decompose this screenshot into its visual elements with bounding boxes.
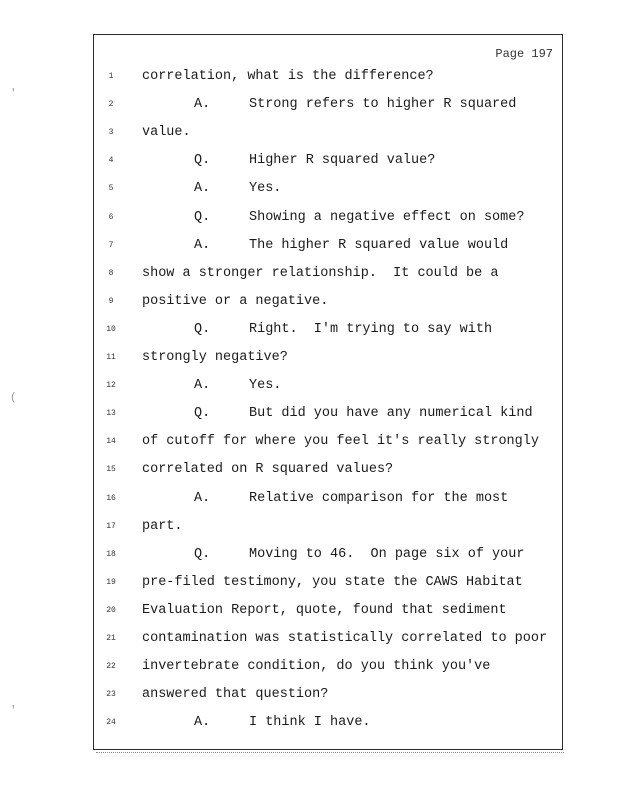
speaker-label: Q. bbox=[194, 321, 211, 337]
transcript-line bbox=[94, 123, 564, 143]
line-number: 10 bbox=[106, 324, 116, 334]
line-text: part. bbox=[142, 518, 183, 534]
transcript-line bbox=[94, 489, 564, 509]
line-number: 18 bbox=[106, 549, 116, 559]
line-number: 20 bbox=[106, 605, 116, 615]
line-text: Relative comparison for the most bbox=[249, 490, 509, 506]
bottom-rule bbox=[96, 752, 564, 754]
transcript-line bbox=[94, 545, 564, 565]
line-number: 9 bbox=[108, 296, 114, 306]
line-number: 19 bbox=[106, 577, 116, 587]
margin-mark: ' bbox=[10, 705, 17, 717]
margin-mark: ( bbox=[10, 392, 17, 404]
line-text: Yes. bbox=[249, 181, 282, 197]
transcript-line bbox=[94, 657, 564, 677]
line-number: 13 bbox=[106, 409, 116, 419]
speaker-label: A. bbox=[194, 378, 211, 394]
transcript-line bbox=[94, 292, 564, 312]
line-number: 4 bbox=[108, 156, 114, 166]
line-number: 16 bbox=[106, 493, 116, 503]
speaker-label: A. bbox=[194, 181, 211, 197]
line-number: 11 bbox=[106, 353, 116, 362]
transcript-line bbox=[94, 67, 564, 87]
speaker-label: Q. bbox=[194, 406, 211, 422]
line-number: 24 bbox=[106, 718, 116, 728]
line-number: 3 bbox=[108, 128, 114, 138]
line-number: 5 bbox=[108, 184, 114, 194]
line-number: 12 bbox=[106, 381, 116, 391]
line-number: 14 bbox=[106, 437, 116, 447]
transcript-line bbox=[94, 151, 564, 171]
line-number: 23 bbox=[106, 690, 116, 700]
transcript-line bbox=[94, 404, 564, 424]
line-text: value. bbox=[142, 125, 191, 141]
line-text: Yes. bbox=[249, 378, 282, 394]
transcript-line bbox=[94, 601, 564, 621]
transcript-line bbox=[94, 629, 564, 649]
transcript-line bbox=[94, 685, 564, 705]
transcript-line bbox=[94, 320, 564, 340]
line-text: correlated on R squared values? bbox=[142, 462, 394, 478]
line-number: 6 bbox=[108, 212, 114, 222]
transcript-line bbox=[94, 713, 564, 733]
line-text: The higher R squared value would bbox=[249, 237, 509, 253]
line-text: Evaluation Report, quote, found that sediment bbox=[142, 602, 507, 618]
line-text: contamination was statistically correlated to poor bbox=[142, 631, 548, 646]
transcript-line bbox=[94, 432, 564, 452]
line-number: 15 bbox=[106, 465, 116, 475]
line-text: But did you have any numerical kind bbox=[249, 406, 533, 422]
speaker-label: Q. bbox=[194, 209, 211, 225]
speaker-label: A. bbox=[194, 715, 211, 731]
margin-mark: ' bbox=[10, 88, 17, 100]
line-text: strongly negative? bbox=[142, 350, 288, 365]
line-number: 7 bbox=[108, 240, 114, 250]
line-number: 22 bbox=[106, 662, 116, 672]
line-number: 17 bbox=[106, 521, 116, 531]
line-text: Strong refers to higher R squared bbox=[249, 97, 517, 113]
line-text: pre-filed testimony, you state the CAWS Habitat bbox=[142, 574, 523, 590]
transcript-line bbox=[94, 264, 564, 284]
line-number: 1 bbox=[108, 72, 114, 81]
line-text: of cutoff for where you feel it's really strongly bbox=[142, 434, 539, 450]
transcript-line bbox=[94, 376, 564, 396]
line-text: answered that question? bbox=[142, 687, 329, 703]
transcript-line bbox=[94, 348, 564, 368]
line-text: show a stronger relationship. It could be a bbox=[142, 265, 499, 281]
line-text: Showing a negative effect on some? bbox=[249, 209, 525, 225]
line-text: Moving to 46. On page six of your bbox=[249, 546, 525, 562]
line-text: Higher R squared value? bbox=[249, 153, 436, 169]
transcript-line bbox=[94, 517, 564, 537]
transcript-line bbox=[94, 573, 564, 593]
speaker-label: Q. bbox=[194, 153, 211, 169]
line-number: 21 bbox=[106, 634, 116, 643]
line-text: invertebrate condition, do you think you've bbox=[142, 659, 491, 675]
speaker-label: A. bbox=[194, 490, 211, 506]
speaker-label: A. bbox=[194, 97, 211, 113]
transcript-line bbox=[94, 179, 564, 199]
page-number: Page 197 bbox=[495, 47, 553, 61]
line-text: Right. I'm trying to say with bbox=[249, 321, 493, 337]
speaker-label: Q. bbox=[194, 546, 211, 562]
line-text: I think I have. bbox=[249, 715, 371, 731]
line-text: positive or a negative. bbox=[142, 293, 329, 309]
transcript-line bbox=[94, 95, 564, 115]
speaker-label: A. bbox=[194, 237, 211, 253]
transcript-page bbox=[93, 34, 563, 750]
transcript-line bbox=[94, 208, 564, 228]
line-number: 2 bbox=[108, 100, 114, 110]
line-text: correlation, what is the difference? bbox=[142, 69, 434, 84]
transcript-line bbox=[94, 460, 564, 480]
transcript-line bbox=[94, 236, 564, 256]
line-number: 8 bbox=[108, 268, 114, 278]
